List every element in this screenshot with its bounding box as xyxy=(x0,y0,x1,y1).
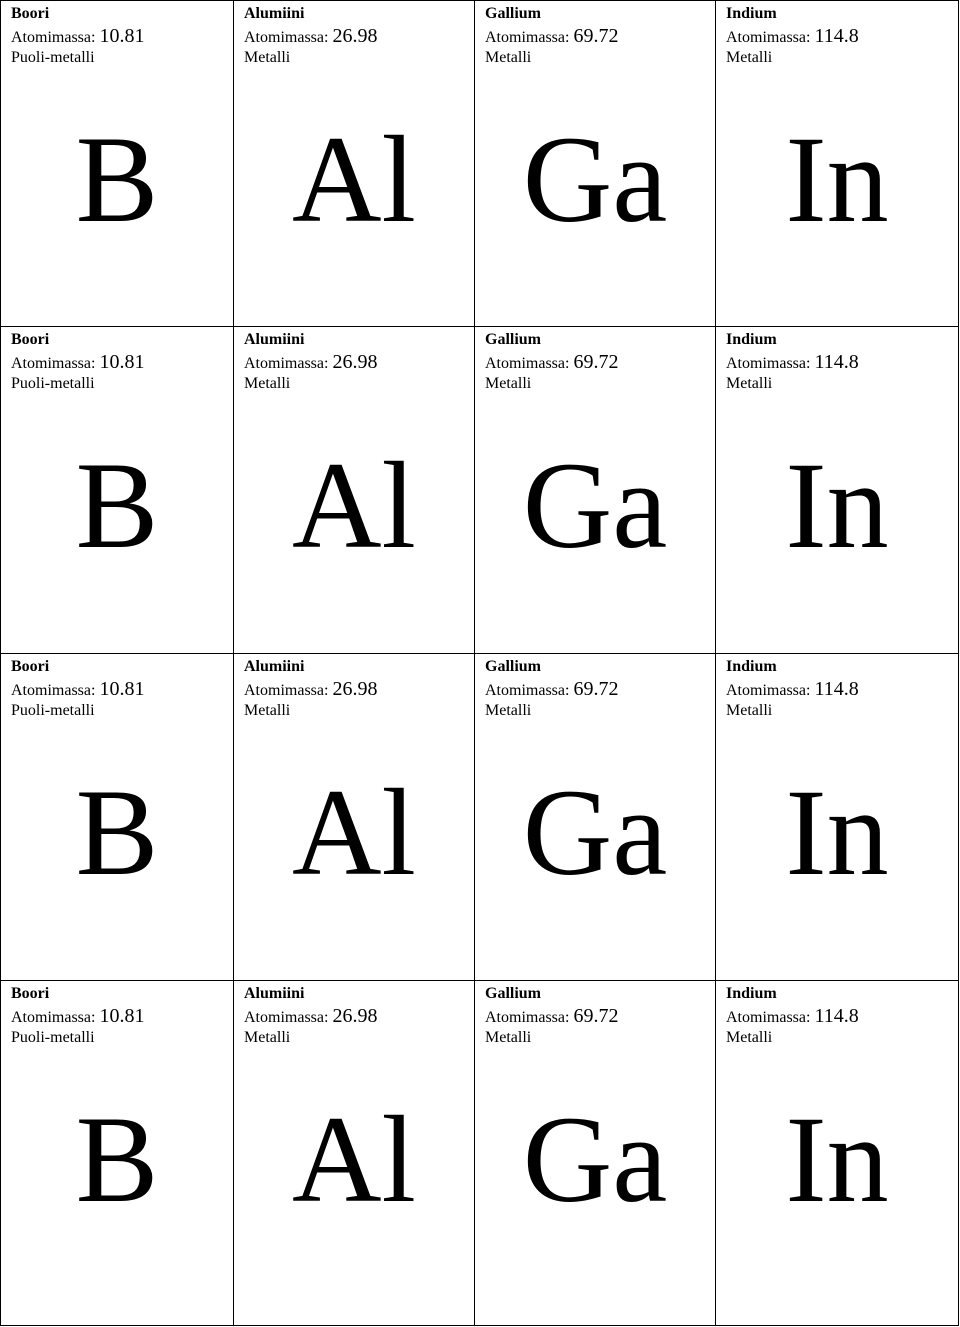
element-card-gallium xyxy=(475,327,716,654)
element-card-boron xyxy=(1,1,234,327)
element-card-gallium xyxy=(475,654,716,981)
atomic-mass-label: Atomimassa: xyxy=(11,1009,96,1026)
element-name: Alumiini xyxy=(244,5,305,22)
atomic-mass-label: Atomimassa: xyxy=(244,29,329,46)
atomic-mass-line xyxy=(11,678,144,700)
element-name: Gallium xyxy=(485,5,542,22)
element-symbol: In xyxy=(785,1091,889,1228)
element-info xyxy=(11,329,144,395)
atomic-mass-label: Atomimassa: xyxy=(244,355,329,372)
element-category: Metalli xyxy=(485,702,532,719)
element-name: Alumiini xyxy=(244,658,305,675)
element-name: Alumiini xyxy=(244,985,305,1002)
element-symbol: B xyxy=(75,111,159,248)
atomic-mass-label: Atomimassa: xyxy=(11,682,96,699)
atomic-mass-value: 69.72 xyxy=(573,25,619,47)
atomic-mass-label: Atomimassa: xyxy=(11,29,96,46)
atomic-mass-value: 114.8 xyxy=(814,351,859,373)
atomic-mass-label: Atomimassa: xyxy=(485,1009,570,1026)
element-category: Metalli xyxy=(244,375,291,392)
atomic-mass-line xyxy=(244,1005,377,1027)
element-symbol: Ga xyxy=(522,437,668,574)
atomic-mass-label: Atomimassa: xyxy=(244,1009,329,1026)
atomic-mass-line xyxy=(726,25,859,47)
atomic-mass-value: 69.72 xyxy=(573,678,619,700)
element-info xyxy=(726,983,859,1049)
atomic-mass-line xyxy=(726,351,859,373)
element-category: Metalli xyxy=(726,375,773,392)
element-name: Boori xyxy=(11,658,50,675)
atomic-mass-label: Atomimassa: xyxy=(485,29,570,46)
element-info xyxy=(244,329,377,395)
element-name: Indium xyxy=(726,658,777,675)
element-info xyxy=(485,329,618,395)
element-name: Gallium xyxy=(485,331,542,348)
element-info xyxy=(726,329,859,395)
element-name: Indium xyxy=(726,5,777,22)
atomic-mass-value: 26.98 xyxy=(332,351,378,373)
atomic-mass-line xyxy=(485,1005,618,1027)
element-card-gallium xyxy=(475,1,716,327)
element-card-indium xyxy=(716,654,959,981)
element-info xyxy=(726,656,859,722)
element-category: Puoli-metalli xyxy=(11,49,95,66)
element-card-boron xyxy=(1,654,234,981)
atomic-mass-value: 114.8 xyxy=(814,1005,859,1027)
element-info xyxy=(11,656,144,722)
atomic-mass-value: 26.98 xyxy=(332,1005,378,1027)
atomic-mass-value: 10.81 xyxy=(99,1005,145,1027)
atomic-mass-line xyxy=(244,351,377,373)
atomic-mass-label: Atomimassa: xyxy=(485,355,570,372)
atomic-mass-value: 114.8 xyxy=(814,678,859,700)
element-symbol: Ga xyxy=(522,111,668,248)
element-info xyxy=(244,3,377,69)
atomic-mass-line xyxy=(726,678,859,700)
element-card-gallium xyxy=(475,981,716,1326)
element-symbol: B xyxy=(75,764,159,901)
element-info xyxy=(726,3,859,69)
element-info xyxy=(244,983,377,1049)
element-category: Puoli-metalli xyxy=(11,1029,95,1046)
element-info xyxy=(485,983,618,1049)
element-category: Metalli xyxy=(726,49,773,66)
element-card-indium xyxy=(716,1,959,327)
element-category: Metalli xyxy=(485,49,532,66)
atomic-mass-line xyxy=(485,678,618,700)
atomic-mass-value: 26.98 xyxy=(332,25,378,47)
element-symbol: B xyxy=(75,437,159,574)
element-card-indium xyxy=(716,327,959,654)
atomic-mass-value: 10.81 xyxy=(99,678,145,700)
element-info xyxy=(11,3,144,69)
atomic-mass-line xyxy=(485,351,618,373)
atomic-mass-line xyxy=(726,1005,859,1027)
atomic-mass-line xyxy=(11,1005,144,1027)
element-info xyxy=(485,3,618,69)
element-symbol: Ga xyxy=(522,1091,668,1228)
element-category: Metalli xyxy=(726,702,773,719)
atomic-mass-label: Atomimassa: xyxy=(726,682,811,699)
element-name: Boori xyxy=(11,5,50,22)
element-info xyxy=(244,656,377,722)
element-card-indium xyxy=(716,981,959,1326)
atomic-mass-label: Atomimassa: xyxy=(726,1009,811,1026)
atomic-mass-line xyxy=(485,25,618,47)
atomic-mass-value: 26.98 xyxy=(332,678,378,700)
atomic-mass-line xyxy=(11,351,144,373)
element-card-boron xyxy=(1,327,234,654)
element-symbol: In xyxy=(785,764,889,901)
atomic-mass-label: Atomimassa: xyxy=(726,355,811,372)
element-name: Gallium xyxy=(485,985,542,1002)
element-category: Metalli xyxy=(244,49,291,66)
element-info xyxy=(11,983,144,1049)
element-symbol: Ga xyxy=(522,764,668,901)
element-card-boron xyxy=(1,981,234,1326)
atomic-mass-label: Atomimassa: xyxy=(244,682,329,699)
element-symbol: Al xyxy=(292,764,416,901)
element-name: Indium xyxy=(726,985,777,1002)
element-category: Metalli xyxy=(485,1029,532,1046)
element-name: Indium xyxy=(726,331,777,348)
atomic-mass-value: 69.72 xyxy=(573,1005,619,1027)
atomic-mass-value: 114.8 xyxy=(814,25,859,47)
atomic-mass-line xyxy=(244,678,377,700)
element-name: Boori xyxy=(11,985,50,1002)
element-name: Gallium xyxy=(485,658,542,675)
element-category: Puoli-metalli xyxy=(11,375,95,392)
atomic-mass-value: 10.81 xyxy=(99,25,145,47)
atomic-mass-value: 10.81 xyxy=(99,351,145,373)
atomic-mass-value: 69.72 xyxy=(573,351,619,373)
element-symbol: Al xyxy=(292,1091,416,1228)
atomic-mass-label: Atomimassa: xyxy=(726,29,811,46)
element-symbol: B xyxy=(75,1091,159,1228)
element-symbol: In xyxy=(785,437,889,574)
atomic-mass-label: Atomimassa: xyxy=(11,355,96,372)
element-card-aluminium xyxy=(234,981,475,1326)
element-symbol: Al xyxy=(292,111,416,248)
atomic-mass-line xyxy=(244,25,377,47)
element-symbol: In xyxy=(785,111,889,248)
element-category: Metalli xyxy=(244,1029,291,1046)
atomic-mass-line xyxy=(11,25,144,47)
element-info xyxy=(485,656,618,722)
element-category: Puoli-metalli xyxy=(11,702,95,719)
atomic-mass-label: Atomimassa: xyxy=(485,682,570,699)
element-card-aluminium xyxy=(234,654,475,981)
element-category: Metalli xyxy=(244,702,291,719)
element-name: Alumiini xyxy=(244,331,305,348)
element-symbol: Al xyxy=(292,437,416,574)
element-category: Metalli xyxy=(726,1029,773,1046)
element-name: Boori xyxy=(11,331,50,348)
element-card-aluminium xyxy=(234,1,475,327)
element-category: Metalli xyxy=(485,375,532,392)
element-card-aluminium xyxy=(234,327,475,654)
